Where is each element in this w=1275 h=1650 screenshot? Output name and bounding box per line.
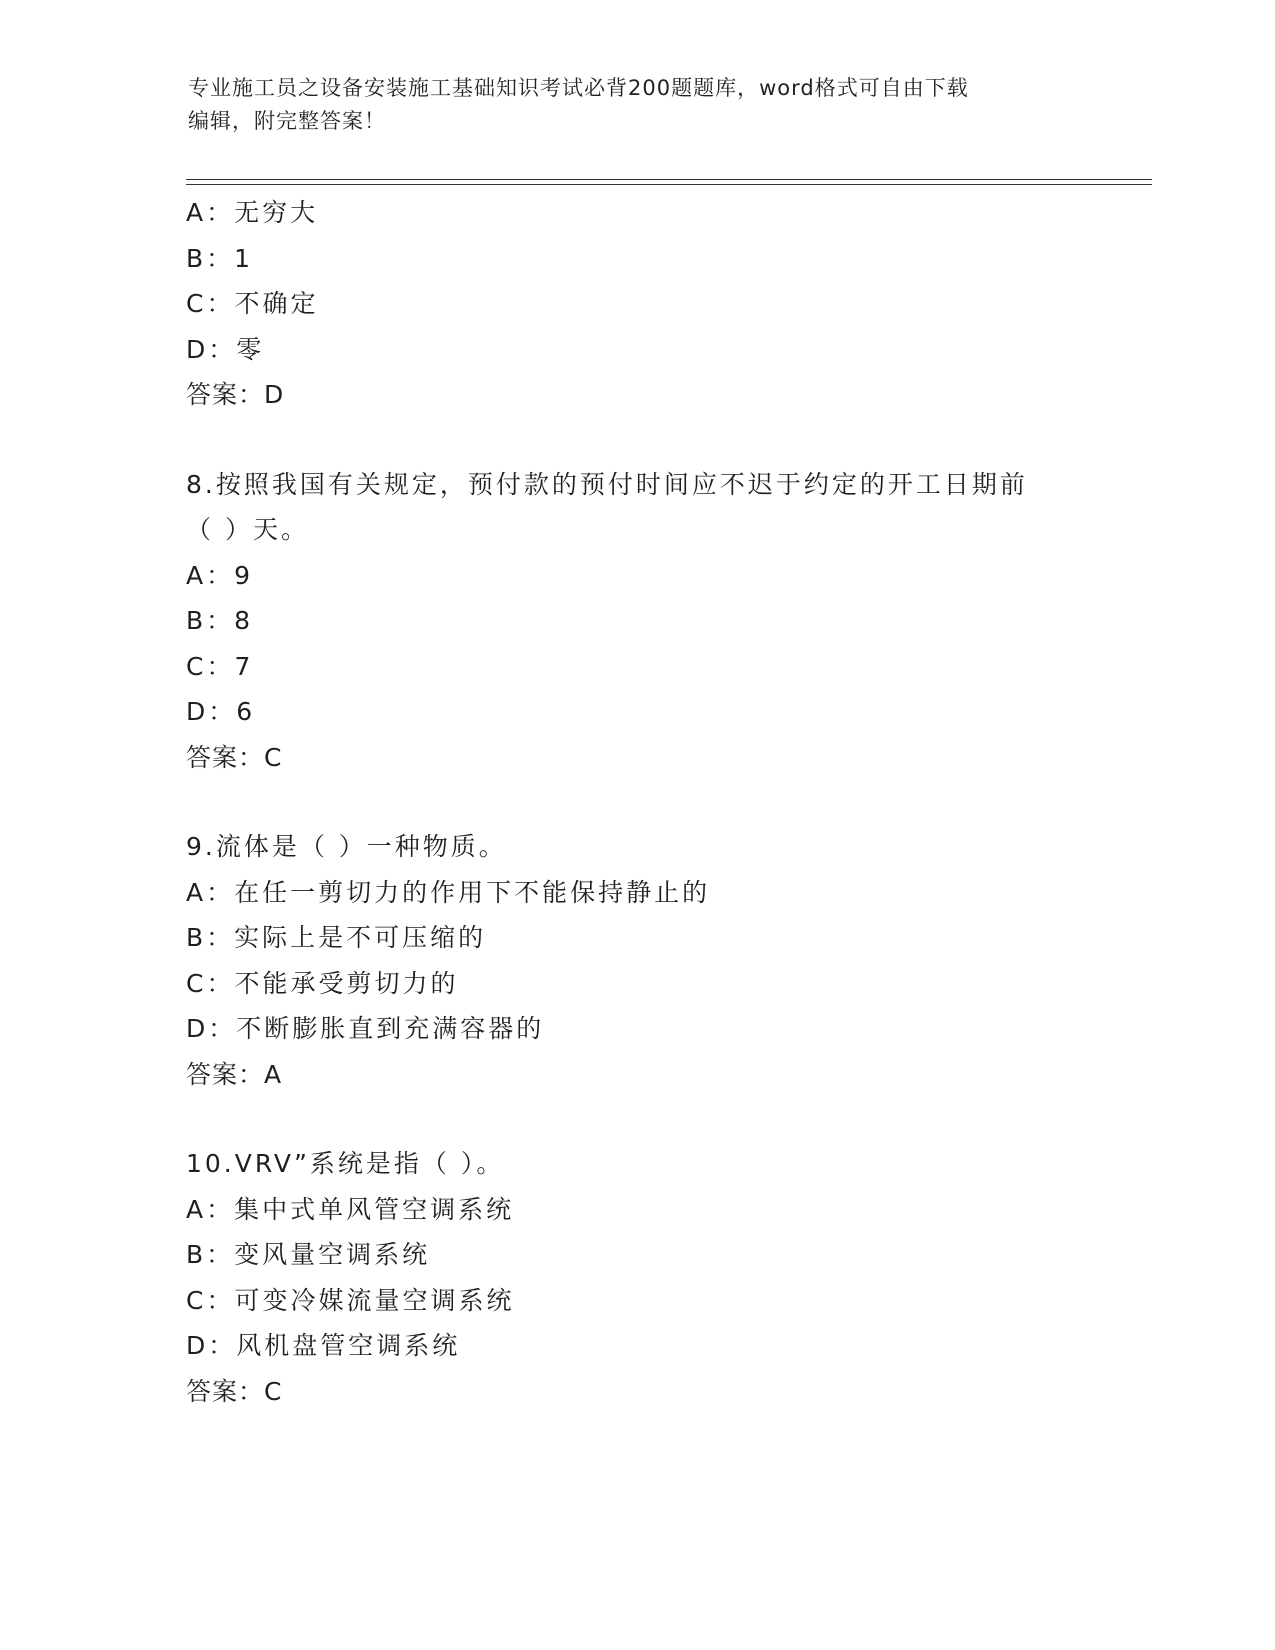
option-a: A：9 [186, 560, 254, 590]
header-line-2: 编辑，附完整答案！ [188, 109, 386, 133]
option-c: C：不确定 [186, 289, 319, 318]
option-b: B：实际上是不可压缩的 [186, 923, 487, 952]
header-rule-bottom [186, 184, 1152, 185]
question-stem: 10.VRV”系统是指（ ）。 [186, 1149, 505, 1178]
question-stem: 9.流体是（ ）一种物质。 [186, 832, 507, 861]
question-8 [186, 462, 1146, 781]
option-d: D：6 [186, 697, 256, 726]
option-c: C：可变冷媒流量空调系统 [186, 1285, 515, 1315]
answer: 答案：C [186, 1376, 283, 1406]
header-rule-top [186, 179, 1152, 180]
option-d: D：不断膨胀直到充满容器的 [186, 1014, 545, 1043]
answer: 答案：A [186, 1059, 283, 1089]
option-a: A：在任一剪切力的作用下不能保持静止的 [186, 877, 711, 907]
option-d: D：风机盘管空调系统 [186, 1331, 461, 1360]
answer: 答案：D [186, 380, 285, 409]
document-body [186, 190, 1146, 1414]
question-stem: 8.按照我国有关规定，预付款的预付时间应不迟于约定的开工日期前 [186, 469, 1028, 499]
option-c: C：7 [186, 651, 254, 681]
option-c: C：不能承受剪切力的 [186, 968, 459, 998]
question-10 [186, 1141, 1146, 1414]
answer: 答案：C [186, 742, 283, 772]
option-a: A：无穷大 [186, 198, 319, 227]
question-9 [186, 824, 1146, 1097]
question-stem-continued: （ ）天。 [186, 515, 309, 544]
option-d: D：零 [186, 334, 265, 364]
option-b: B：1 [186, 243, 254, 273]
option-a: A：集中式单风管空调系统 [186, 1194, 515, 1224]
header-line-1: 专业施工员之设备安装施工基础知识考试必背200题题库，word格式可自由下载 [188, 76, 969, 100]
option-b: B：变风量空调系统 [186, 1240, 431, 1269]
option-b: B：8 [186, 606, 254, 635]
document-header [188, 72, 1088, 138]
question-7-options [186, 190, 1146, 418]
